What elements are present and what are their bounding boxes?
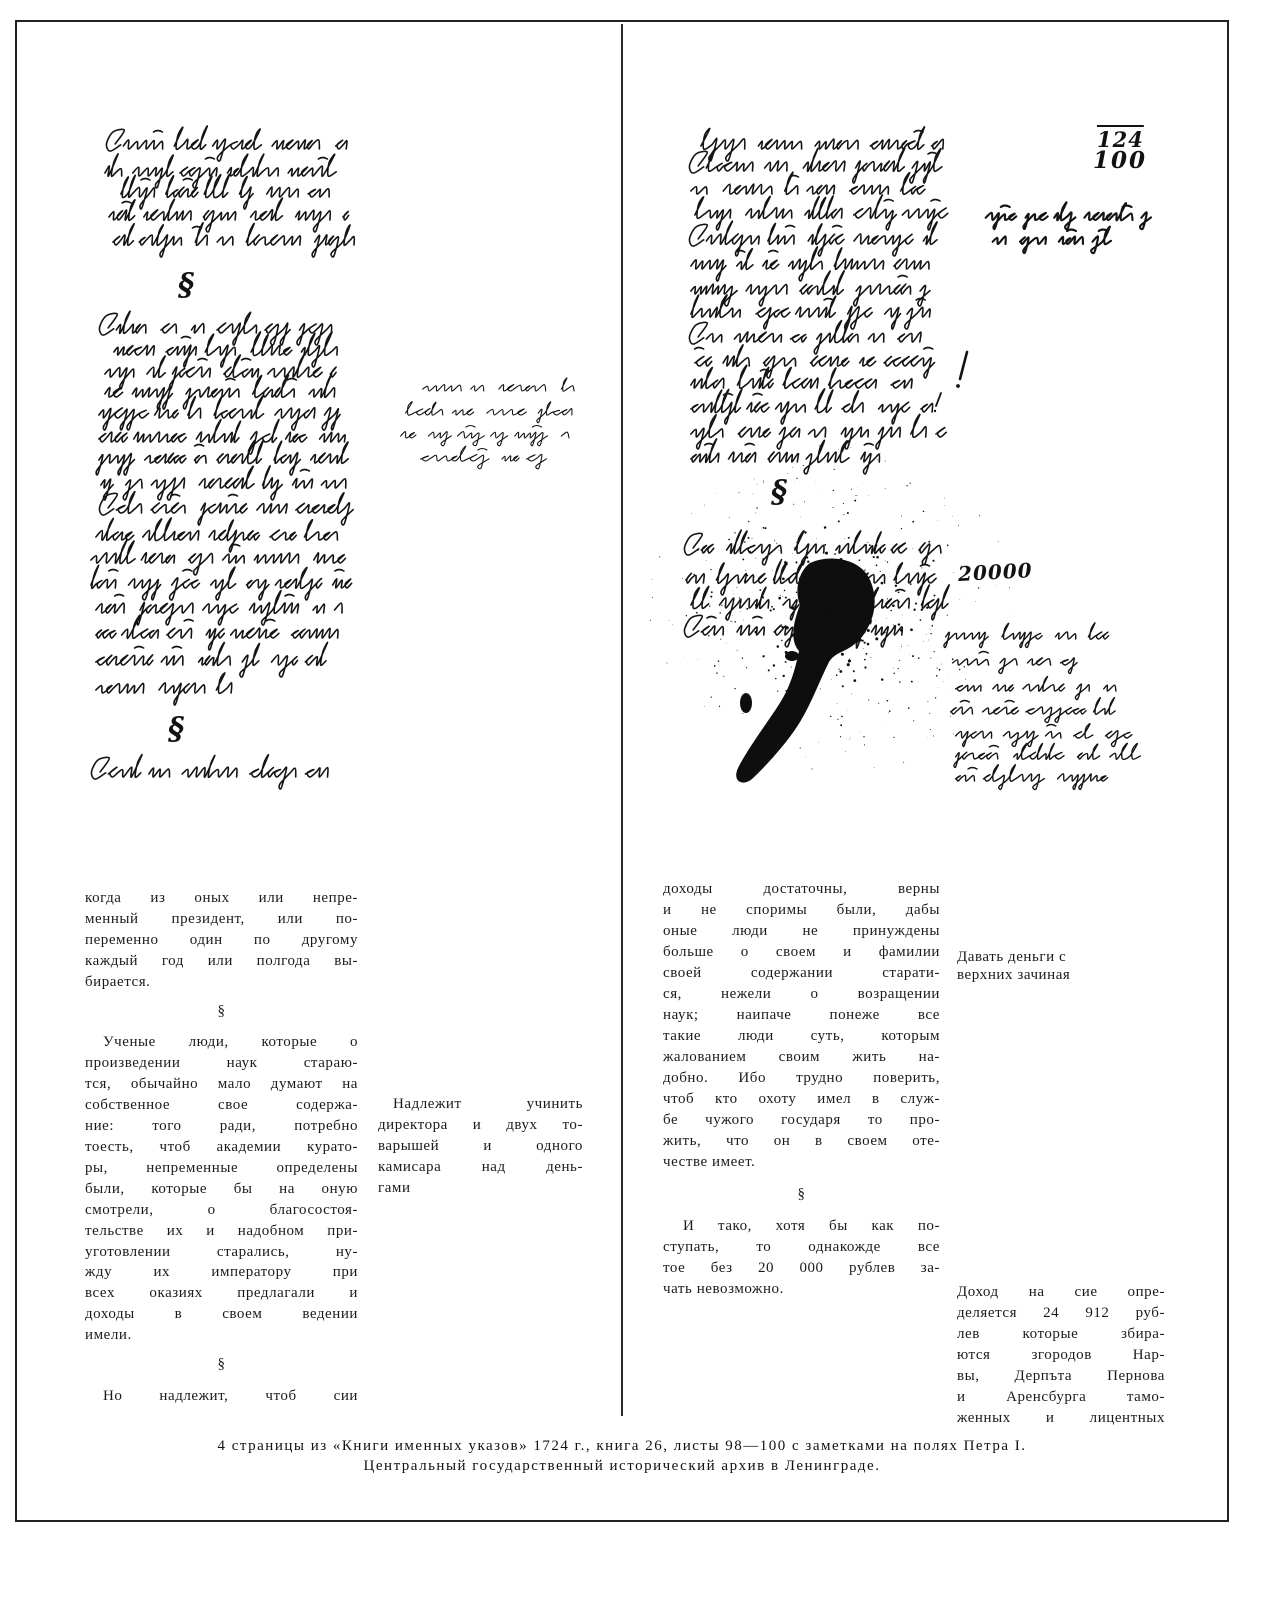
text-line: такие люди суть, которым: [663, 1028, 940, 1044]
text-line: женных и лицентных: [957, 1410, 1165, 1426]
text-line: верхних зачиная: [957, 967, 1071, 983]
text-line: камисара над день-: [378, 1159, 583, 1175]
section-mark: §: [797, 1186, 806, 1202]
text-line: тся, обычайно мало думают на: [85, 1076, 358, 1093]
text-line: бирается.: [85, 973, 151, 990]
text-line: ние: того ради, потребно: [85, 1118, 358, 1135]
section-mark: §: [217, 1356, 226, 1373]
handwritten-section-mark: §: [168, 711, 185, 747]
text-line: жить, что он в своем оте-: [663, 1133, 940, 1149]
text-line: ры, непременные определены: [85, 1159, 358, 1176]
text-line: больше о своем и фамилии: [663, 944, 940, 960]
text-line: переменно один по другому: [85, 931, 358, 948]
folio-number-struck: 124: [1097, 127, 1144, 152]
handwritten-sum: 20000: [957, 558, 1034, 586]
folio-number: 100: [1093, 147, 1148, 174]
text-line: тоесть, чтоб академии курато-: [85, 1138, 358, 1155]
paragraph: [957, 1282, 1165, 1429]
text-line: менный президент, или по-: [85, 910, 358, 927]
paragraph: [85, 888, 358, 993]
paragraph: [663, 1216, 940, 1300]
left-margin-note-transcription: [378, 1094, 583, 1199]
text-line: гами: [378, 1180, 411, 1196]
text-line: бе чужого государя то про-: [663, 1112, 940, 1128]
text-line: честве имеет.: [663, 1154, 756, 1170]
paragraph: [85, 1032, 358, 1346]
text-line: ступать, то однакожде все: [663, 1239, 940, 1255]
text-line: добно. Ибо трудно поверить,: [663, 1070, 940, 1086]
text-line: ются згородов Нар-: [957, 1347, 1165, 1363]
text-line: всех оказиях предлагали и: [85, 1285, 358, 1302]
text-line: тельстве их и надобном при-: [85, 1222, 358, 1239]
caption-line: 4 страницы из «Книги именных указов» 1724 г., книга 26, листы 98—100 с заметками на полях Петра I.: [217, 1438, 1027, 1454]
text-line: наук; наипаче понеже все: [663, 1007, 940, 1023]
text-line: лев которые збира-: [957, 1326, 1165, 1342]
text-line: и не споримы были, дабы: [663, 902, 940, 918]
paragraph: [378, 1094, 583, 1199]
text-line: Надлежит учинить: [393, 1096, 583, 1112]
text-line: собственное свое содержа-: [85, 1097, 358, 1114]
text-line: смотрели, о благосостоя-: [85, 1201, 358, 1218]
paragraph: [957, 948, 1132, 984]
caption-line: Центральный государственный исторический архив в Ленинграде.: [363, 1458, 881, 1474]
text-line: варышей и одного: [378, 1138, 583, 1154]
text-line: директора и двух то-: [378, 1117, 583, 1133]
text-line: чтоб кто охоту имел в служ-: [663, 1091, 940, 1107]
text-line: имели.: [85, 1327, 132, 1344]
text-line: ся, нежели о возращении: [663, 986, 940, 1002]
text-line: каждый год или полгода вы-: [85, 952, 358, 969]
paragraph: [663, 879, 940, 1173]
text-line: вы, Дерпъта Пернова: [957, 1368, 1165, 1384]
text-line: и Аренсбурга тамо-: [957, 1389, 1165, 1405]
text-line: уготовлении старались, ну-: [85, 1243, 358, 1260]
text-line: произведении наук стараю-: [85, 1055, 358, 1072]
text-line: Давать деньги с: [957, 949, 1067, 965]
text-line: своей содержании старати-: [663, 965, 940, 981]
text-line: Ученые люди, которые о: [103, 1034, 358, 1051]
paragraph: [85, 1386, 358, 1407]
handwritten-section-mark: §: [178, 267, 195, 303]
text-line: И тако, хотя бы как по-: [683, 1218, 940, 1234]
text-line: тое без 20 000 рублев за-: [663, 1260, 940, 1276]
text-line: доходы в своем ведении: [85, 1306, 358, 1323]
page-divider: [621, 24, 623, 1416]
text-line: Доход на сие опре-: [957, 1284, 1165, 1300]
right-margin-note-1: [957, 948, 1132, 984]
text-line: чать невозможно.: [663, 1281, 784, 1297]
text-line: были, которые бы на оную: [85, 1180, 358, 1197]
text-line: оные люди не принуждены: [663, 923, 940, 939]
right-page-transcription: [663, 879, 940, 1300]
text-line: когда из оных или непре-: [85, 890, 358, 906]
handwritten-section-mark: §: [771, 474, 788, 510]
text-line: Но надлежит, чтоб сии: [103, 1387, 358, 1404]
section-mark: §: [217, 1002, 226, 1019]
text-line: доходы достаточны, верны: [663, 881, 940, 897]
right-margin-note-2: [957, 1282, 1165, 1429]
text-line: жду их императору при: [85, 1264, 358, 1281]
figure-caption: [15, 1436, 1229, 1476]
text-line: деляется 24 912 руб-: [957, 1305, 1165, 1321]
left-page-transcription: [85, 888, 358, 1407]
text-line: жалованием своим жить на-: [663, 1049, 940, 1065]
